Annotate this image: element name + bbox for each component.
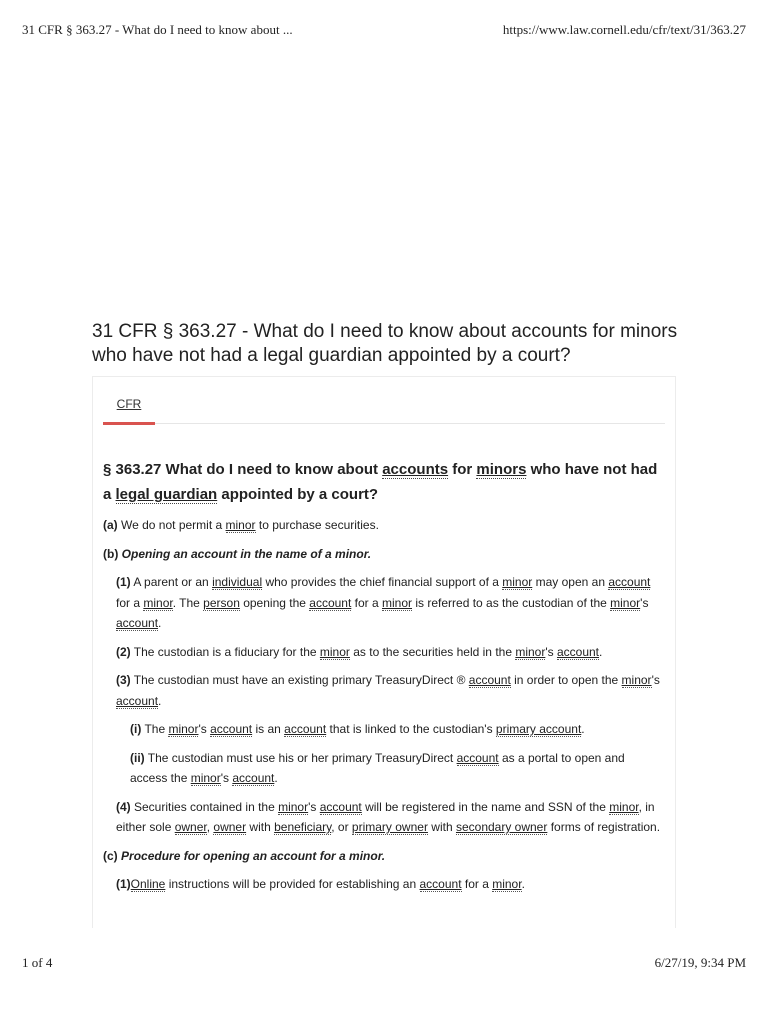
- text-run: in order to open the: [510, 673, 622, 687]
- defined-term-link[interactable]: account: [556, 644, 600, 659]
- text-run: appointed by a court?: [217, 486, 379, 503]
- text-run: forms of registration.: [547, 820, 661, 834]
- text-run: for a: [116, 595, 144, 610]
- text-run: to purchase securities.: [255, 518, 379, 532]
- paragraph-marker: (a): [103, 518, 118, 532]
- print-datetime: 6/27/19, 9:34 PM: [654, 955, 746, 970]
- text-run: may open an: [532, 575, 609, 589]
- print-footer: [22, 955, 746, 971]
- defined-term-link[interactable]: minor: [515, 644, 546, 659]
- paragraph-marker: (1): [116, 575, 131, 589]
- text-run: 's: [651, 673, 660, 687]
- text-run: .: [274, 771, 278, 785]
- text-run: will be registered in the name and SSN of the: [361, 799, 610, 814]
- defined-term-link[interactable]: Online: [130, 877, 166, 891]
- defined-term-link[interactable]: legal guardian: [115, 486, 218, 503]
- text-run: who provides the chief financial support of a: [262, 575, 503, 589]
- text-run: for: [448, 461, 477, 478]
- text-run: is an: [252, 722, 285, 736]
- defined-term-link[interactable]: minors: [476, 461, 527, 478]
- defined-term-link[interactable]: minor: [190, 771, 221, 785]
- defined-term-link[interactable]: account: [116, 693, 159, 708]
- defined-term-link[interactable]: owner: [213, 820, 247, 834]
- text-run: The: [141, 722, 169, 736]
- print-url: https://www.law.cornell.edu/cfr/text/31/363.27: [502, 22, 746, 37]
- regulation-paragraph: [103, 670, 661, 711]
- text-run: is referred to as the custodian of the: [412, 595, 611, 610]
- paragraph-marker: (1): [116, 877, 131, 891]
- paragraph-marker: (3): [116, 673, 131, 687]
- text-run: 's: [308, 799, 320, 814]
- text-run: with: [246, 820, 275, 834]
- content-card: [92, 376, 676, 928]
- text-run: that is linked to the custodian's: [326, 722, 496, 736]
- text-run: opening the: [239, 595, 310, 610]
- print-page-title: 31 CFR § 363.27 - What do I need to know about ...: [22, 22, 293, 37]
- defined-term-link[interactable]: account: [456, 750, 499, 765]
- text-run: The custodian must have an existing primary TreasuryDirect ®: [130, 673, 469, 687]
- tab-bar: [103, 377, 665, 424]
- defined-term-link[interactable]: minor: [492, 877, 522, 891]
- defined-term-link[interactable]: account: [319, 799, 362, 814]
- text-run: .: [581, 722, 585, 736]
- text-run: .: [521, 877, 525, 891]
- defined-term-link[interactable]: minor: [319, 644, 350, 659]
- paragraph-marker: (ii): [130, 750, 145, 765]
- defined-term-link[interactable]: account: [116, 616, 159, 630]
- text-run: A parent or an: [130, 575, 213, 589]
- defined-term-link[interactable]: owner: [174, 820, 207, 834]
- defined-term-link[interactable]: primary account: [495, 722, 582, 736]
- defined-term-link[interactable]: account: [210, 722, 253, 736]
- text-run: .: [158, 616, 162, 630]
- paragraph-heading: Procedure for opening an account for a minor.: [121, 848, 386, 863]
- regulation-paragraph: [103, 874, 661, 895]
- defined-term-link[interactable]: minor: [382, 595, 413, 610]
- defined-term-link[interactable]: account: [468, 673, 511, 687]
- defined-term-link[interactable]: minor: [225, 518, 256, 532]
- defined-term-link[interactable]: accounts: [382, 461, 449, 478]
- defined-term-link[interactable]: minor: [621, 673, 652, 687]
- defined-term-link[interactable]: person: [203, 595, 240, 610]
- regulation-paragraph: [103, 544, 661, 565]
- defined-term-link[interactable]: minor: [609, 799, 639, 814]
- defined-term-link[interactable]: account: [284, 722, 327, 736]
- text-run: The custodian must use his or her primary TreasuryDirect: [144, 750, 457, 765]
- text-run: for a: [461, 877, 493, 891]
- text-run: We do not permit a: [117, 518, 226, 532]
- paragraph-marker: (b): [103, 546, 119, 561]
- paragraph-marker: (c): [103, 848, 118, 863]
- regulation-paragraph: [103, 846, 661, 867]
- paragraph-marker: (2): [116, 644, 131, 659]
- text-run: for a: [351, 595, 382, 610]
- defined-term-link[interactable]: account: [309, 595, 352, 610]
- text-run: § 363.27 What do I need to know about: [103, 461, 383, 478]
- section-paragraphs: [103, 515, 661, 895]
- regulation-paragraph: [103, 719, 661, 740]
- defined-term-link[interactable]: minor: [502, 575, 533, 589]
- paragraph-heading: Opening an account in the name of a minor.: [121, 546, 372, 561]
- regulation-paragraph: [103, 642, 661, 663]
- section-heading: [103, 457, 661, 507]
- defined-term-link[interactable]: minor: [278, 799, 309, 814]
- paragraph-marker: (4): [116, 799, 131, 814]
- defined-term-link[interactable]: minor: [610, 595, 641, 610]
- text-run: Securities contained in the: [130, 799, 279, 814]
- text-run: 's: [545, 644, 557, 659]
- text-run: who have not had a: [103, 461, 658, 503]
- page-title: 31 CFR § 363.27 - What do I need to know about accounts for minors who have not had a legal guardian appointed by a court?: [92, 321, 678, 366]
- defined-term-link[interactable]: primary owner: [351, 820, 428, 834]
- defined-term-link[interactable]: minor: [168, 722, 199, 736]
- text-run: 's: [640, 595, 649, 610]
- text-run: with: [427, 820, 456, 834]
- regulation-paragraph: [103, 572, 661, 634]
- regulation-paragraph: [103, 515, 661, 536]
- page-number: 1 of 4: [22, 955, 53, 970]
- defined-term-link[interactable]: beneficiary: [274, 820, 332, 834]
- defined-term-link[interactable]: account: [232, 771, 275, 785]
- text-run: , or: [331, 820, 352, 834]
- text-run: 's: [198, 722, 211, 736]
- text-run: as a portal to open and access the: [130, 750, 625, 785]
- text-run: The custodian is a fiduciary for the: [130, 644, 320, 659]
- paragraph-marker: (i): [130, 722, 142, 736]
- text-run: ,: [206, 820, 214, 834]
- defined-term-link[interactable]: account: [608, 575, 651, 589]
- section-content: [93, 424, 675, 895]
- print-header: [22, 22, 746, 38]
- regulation-paragraph: [103, 797, 661, 838]
- defined-term-link[interactable]: account: [419, 877, 462, 891]
- defined-term-link[interactable]: individual: [212, 575, 263, 589]
- text-run: instructions will be provided for establishing an: [165, 877, 420, 891]
- tab-cfr[interactable]: CFR: [103, 377, 155, 425]
- regulation-paragraph: [103, 748, 661, 789]
- defined-term-link[interactable]: secondary owner: [455, 820, 548, 834]
- text-run: .: [599, 644, 603, 659]
- text-run: 's: [220, 771, 233, 785]
- text-run: . The: [172, 595, 204, 610]
- text-run: as to the securities held in the: [349, 644, 516, 659]
- text-run: , in either sole: [116, 799, 655, 834]
- text-run: .: [158, 693, 162, 708]
- defined-term-link[interactable]: minor: [143, 595, 173, 610]
